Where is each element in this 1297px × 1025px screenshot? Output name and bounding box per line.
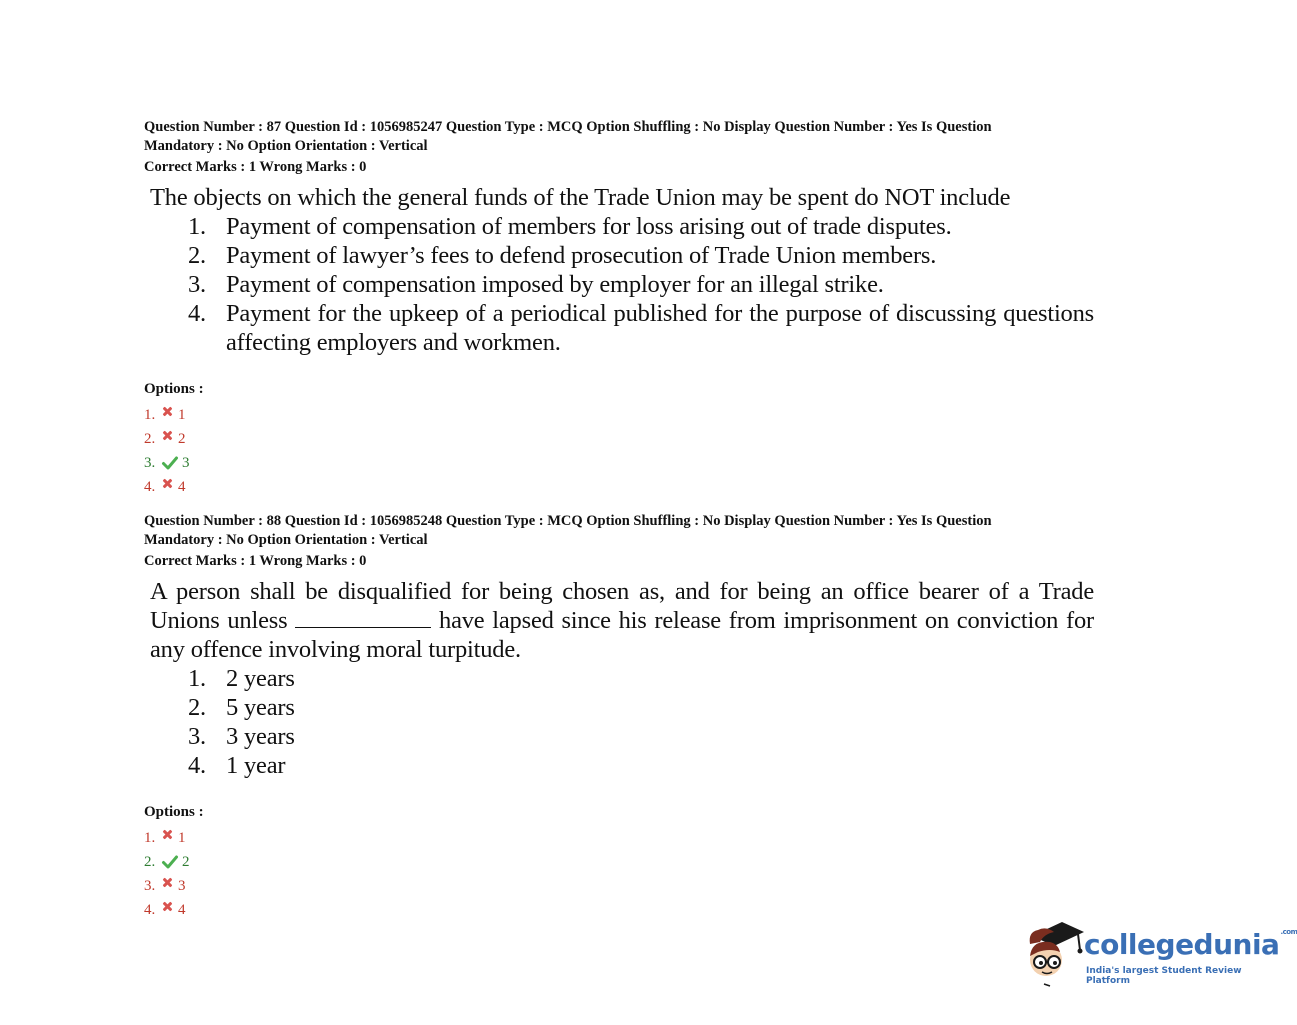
choice-item bbox=[188, 751, 1094, 780]
options-list bbox=[144, 826, 1094, 922]
options-label: Options : bbox=[144, 381, 204, 397]
choice-item bbox=[188, 664, 1094, 693]
choice-item bbox=[188, 722, 1094, 751]
option-value: 3 bbox=[178, 878, 186, 894]
choice-item bbox=[188, 212, 1094, 241]
options-label: Options : bbox=[144, 804, 204, 820]
stem-after-blank: have lapsed since his release from imprisonment on conviction for any offence involving moral turpitude. bbox=[150, 607, 1094, 663]
choice-text: Payment for the upkeep of a periodical published for the purpose of discussing questions affecting employers and workmen. bbox=[226, 300, 1094, 356]
options-list bbox=[144, 403, 1094, 499]
choice-number: 4. bbox=[188, 752, 206, 779]
brand-suffix: .com bbox=[1280, 928, 1297, 936]
cross-icon bbox=[162, 431, 172, 441]
choice-list bbox=[150, 664, 1094, 780]
check-icon bbox=[162, 855, 178, 869]
choice-item bbox=[188, 693, 1094, 722]
brand-tagline: India's largest Student Review Platform bbox=[1086, 966, 1242, 986]
fill-blank bbox=[295, 609, 431, 628]
option-number: 4. bbox=[144, 479, 156, 495]
option-value: 2 bbox=[178, 431, 186, 447]
question-block bbox=[144, 118, 1094, 499]
choice-text: 3 years bbox=[226, 723, 295, 750]
option-item bbox=[144, 475, 1094, 499]
option-item bbox=[144, 850, 1094, 874]
choice-text: 2 years bbox=[226, 665, 295, 692]
option-item bbox=[144, 427, 1094, 451]
check-icon bbox=[162, 456, 178, 470]
option-value: 4 bbox=[178, 479, 186, 495]
question-meta-line2: Mandatory : No Option Orientation : Vertical bbox=[144, 138, 428, 154]
brand-text: collegedunia bbox=[1084, 928, 1280, 961]
choice-number: 3. bbox=[188, 723, 206, 750]
option-item bbox=[144, 874, 1094, 898]
cross-icon bbox=[162, 407, 172, 417]
cross-icon bbox=[162, 878, 172, 888]
option-value: 1 bbox=[178, 407, 186, 423]
choice-item bbox=[188, 241, 1094, 270]
choice-number: 4. bbox=[188, 300, 206, 327]
option-number: 3. bbox=[144, 455, 156, 471]
option-number: 3. bbox=[144, 878, 156, 894]
choice-number: 2. bbox=[188, 242, 206, 269]
choice-text: 1 year bbox=[226, 752, 286, 779]
choice-text: Payment of compensation of members for loss arising out of trade disputes. bbox=[226, 213, 952, 240]
question-block bbox=[144, 512, 1094, 922]
question-meta: Question Number : 88 Question Id : 1056985248 Question Type : MCQ Option Shuffling : No Display Question Number : Yes Is Question bbox=[144, 513, 992, 529]
choice-item bbox=[188, 270, 1094, 299]
choice-number: 1. bbox=[188, 665, 206, 692]
question-stem bbox=[150, 577, 1094, 664]
option-value: 1 bbox=[178, 830, 186, 846]
option-item bbox=[144, 451, 1094, 475]
question-meta: Question Number : 87 Question Id : 1056985247 Question Type : MCQ Option Shuffling : No Display Question Number : Yes Is Question bbox=[144, 119, 992, 135]
option-number: 1. bbox=[144, 407, 156, 423]
option-value: 3 bbox=[182, 455, 190, 471]
choice-number: 1. bbox=[188, 213, 206, 240]
option-number: 2. bbox=[144, 431, 156, 447]
cross-icon bbox=[162, 479, 172, 489]
option-number: 2. bbox=[144, 854, 156, 870]
choice-text: Payment of lawyer’s fees to defend prosecution of Trade Union members. bbox=[226, 242, 937, 269]
option-item bbox=[144, 403, 1094, 427]
choice-number: 2. bbox=[188, 694, 206, 721]
question-text bbox=[144, 577, 1094, 780]
question-text bbox=[144, 183, 1094, 357]
choice-number: 3. bbox=[188, 271, 206, 298]
question-meta-line2: Mandatory : No Option Orientation : Vertical bbox=[144, 532, 428, 548]
choice-item bbox=[188, 299, 1094, 357]
option-value: 4 bbox=[178, 902, 186, 918]
choice-list bbox=[150, 212, 1094, 357]
question-marks: Correct Marks : 1 Wrong Marks : 0 bbox=[144, 159, 367, 175]
choice-text: 5 years bbox=[226, 694, 295, 721]
cross-icon bbox=[162, 830, 172, 840]
option-value: 2 bbox=[182, 854, 190, 870]
cross-icon bbox=[162, 902, 172, 912]
question-marks: Correct Marks : 1 Wrong Marks : 0 bbox=[144, 553, 367, 569]
option-item bbox=[144, 898, 1094, 922]
question-stem: The objects on which the general funds of the Trade Union may be spent do NOT include bbox=[150, 184, 1011, 211]
collegedunia-logo bbox=[1024, 918, 1297, 990]
choice-text: Payment of compensation imposed by employer for an illegal strike. bbox=[226, 271, 884, 298]
stem-before-blank: A person shall be disqualified for being chosen as, and for being an office bearer of a Trade Unions unless bbox=[150, 578, 1094, 634]
option-item bbox=[144, 826, 1094, 850]
brand-name bbox=[1084, 928, 1297, 961]
option-number: 1. bbox=[144, 830, 156, 846]
mascot-icon bbox=[1024, 918, 1086, 990]
option-number: 4. bbox=[144, 902, 156, 918]
